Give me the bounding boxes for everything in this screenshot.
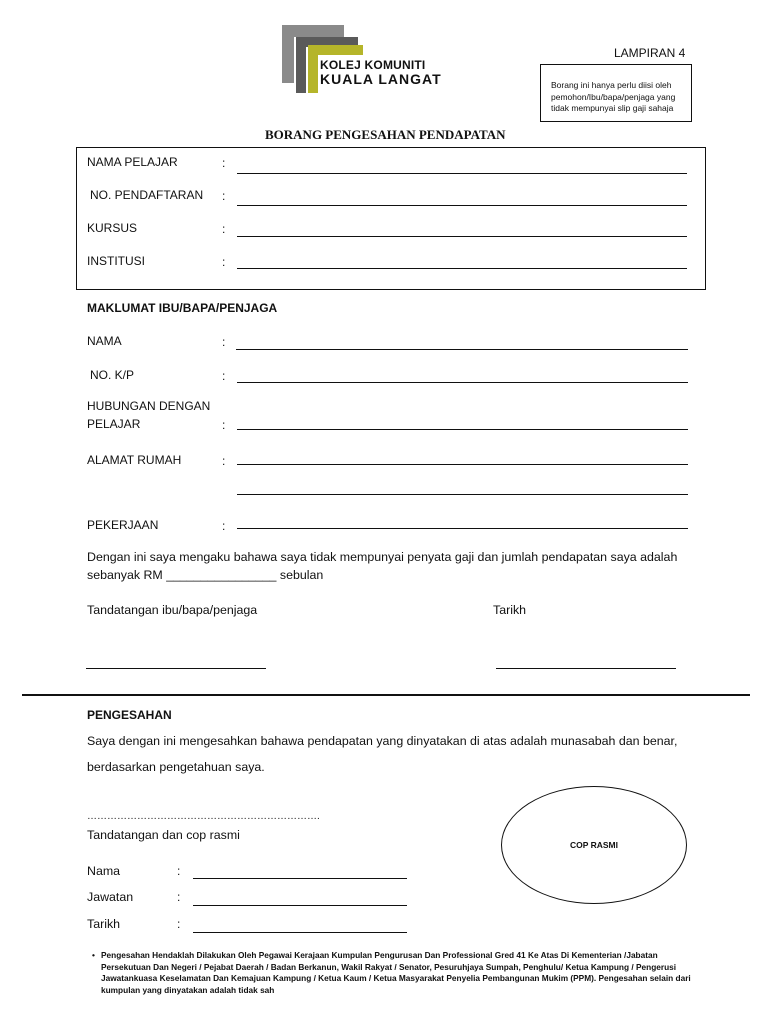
official-signature-label: Tandatangan dan cop rasmi xyxy=(87,828,240,842)
label-institusi: INSTITUSI xyxy=(87,254,146,268)
label-officer-tarikh: Tarikh xyxy=(87,917,121,931)
stamp-label: COP RASMI xyxy=(569,840,619,850)
label-alamat-rumah: ALAMAT RUMAH xyxy=(87,453,182,467)
official-stamp-area[interactable] xyxy=(501,786,687,904)
colon: : xyxy=(222,369,226,383)
declaration-line1: Dengan ini saya mengaku bahawa saya tidak mempunyai penyata gaji dan jumlah pendapatan saya adalah xyxy=(87,550,678,564)
pengesahan-text-line1: Saya dengan ini mengesahkan bahawa pendapatan yang dinyatakan di atas adalah munasabah dan benar, xyxy=(87,734,678,748)
label-kursus: KURSUS xyxy=(87,221,138,235)
logo-text-line1: KOLEJ KOMUNITI xyxy=(320,58,426,72)
field-no-kp[interactable] xyxy=(237,382,688,383)
field-hubungan[interactable] xyxy=(237,429,688,430)
field-kursus[interactable] xyxy=(237,236,687,237)
logo-olive-bar-side xyxy=(308,45,318,93)
logo-grey-bar-side xyxy=(282,25,294,83)
colon: : xyxy=(222,255,226,269)
colon: : xyxy=(222,156,226,170)
field-alamat-line1[interactable] xyxy=(237,464,688,465)
date-field[interactable] xyxy=(496,668,676,669)
parent-signature-label: Tandatangan ibu/bapa/penjaga xyxy=(87,603,258,617)
field-nama-penjaga[interactable] xyxy=(236,349,688,350)
field-nama-pelajar[interactable] xyxy=(237,173,687,174)
pengesahan-text-line2: berdasarkan pengetahuan saya. xyxy=(87,760,265,774)
footnote xyxy=(92,950,701,996)
label-jawatan: Jawatan xyxy=(87,890,134,904)
field-jawatan[interactable] xyxy=(193,905,407,906)
parent-section-heading: MAKLUMAT IBU/BAPA/PENJAGA xyxy=(87,301,278,315)
colon: : xyxy=(222,519,226,533)
field-pekerjaan[interactable] xyxy=(237,528,688,529)
pengesahan-heading: PENGESAHAN xyxy=(87,708,172,722)
colon: : xyxy=(177,864,181,878)
colon: : xyxy=(222,335,226,349)
colon: : xyxy=(177,890,181,904)
field-institusi[interactable] xyxy=(237,268,687,269)
logo-text-line2: KUALA LANGAT xyxy=(320,71,442,87)
label-pekerjaan: PEKERJAAN xyxy=(87,518,159,532)
note-box xyxy=(540,64,692,122)
footnote-text: Pengesahan Hendaklah Dilakukan Oleh Pegawai Kerajaan Kumpulan Pengurusan Dan Professional Gred 41 Ke Atas Di Kementerian /Jabatan Persekutuan Dan Negeri / Pejabat Daerah / Badan Berkanun, Wakil Rakyat / Senator, Pesuruhjaya Sumpah, Penghulu/ Ketua Kampung / Pengerusi Jawatankuasa Keselamatan Dan Kemajuan Kampung / Ketua Kaum / Ketua Masyarakat Penyelia Pembangunan Mukim (PPM). Pengesahan selain dari kumpulan yang dinyatakan adalah tidak sah xyxy=(101,950,691,995)
section-divider xyxy=(22,694,750,696)
colon: : xyxy=(222,189,226,203)
colon: : xyxy=(222,418,226,432)
field-officer-nama[interactable] xyxy=(193,878,407,879)
signature-dots[interactable]: ……………………………………………………………. xyxy=(87,811,320,822)
label-hubungan-1: HUBUNGAN DENGAN xyxy=(87,399,211,413)
field-officer-tarikh[interactable] xyxy=(193,932,407,933)
label-no-pendaftaran: NO. PENDAFTARAN xyxy=(90,188,204,202)
field-no-pendaftaran[interactable] xyxy=(237,205,687,206)
label-officer-nama: Nama xyxy=(87,864,121,878)
declaration-line2: sebanyak RM ________________ sebulan xyxy=(87,568,324,582)
label-nama: NAMA xyxy=(87,334,122,348)
label-no-kp: NO. K/P xyxy=(90,368,135,382)
form-title: BORANG PENGESAHAN PENDAPATAN xyxy=(265,127,506,142)
label-hubungan-2: PELAJAR xyxy=(87,417,141,431)
colon: : xyxy=(222,222,226,236)
field-alamat-line2[interactable] xyxy=(237,494,688,495)
note-text: Borang ini hanya perlu diisi oleh pemohon/Ibu/bapa/penjaga yang tidak mempunyai slip gaji sahaja xyxy=(551,80,676,113)
college-logo xyxy=(282,25,482,95)
parent-signature-field[interactable] xyxy=(86,668,266,669)
colon: : xyxy=(222,454,226,468)
label-nama-pelajar: NAMA PELAJAR xyxy=(87,155,178,169)
date-label: Tarikh xyxy=(493,603,527,617)
lampiran-label: LAMPIRAN 4 xyxy=(614,46,686,60)
colon: : xyxy=(177,917,181,931)
bullet-icon: • xyxy=(92,950,95,960)
logo-dark-bar-side xyxy=(296,37,306,93)
